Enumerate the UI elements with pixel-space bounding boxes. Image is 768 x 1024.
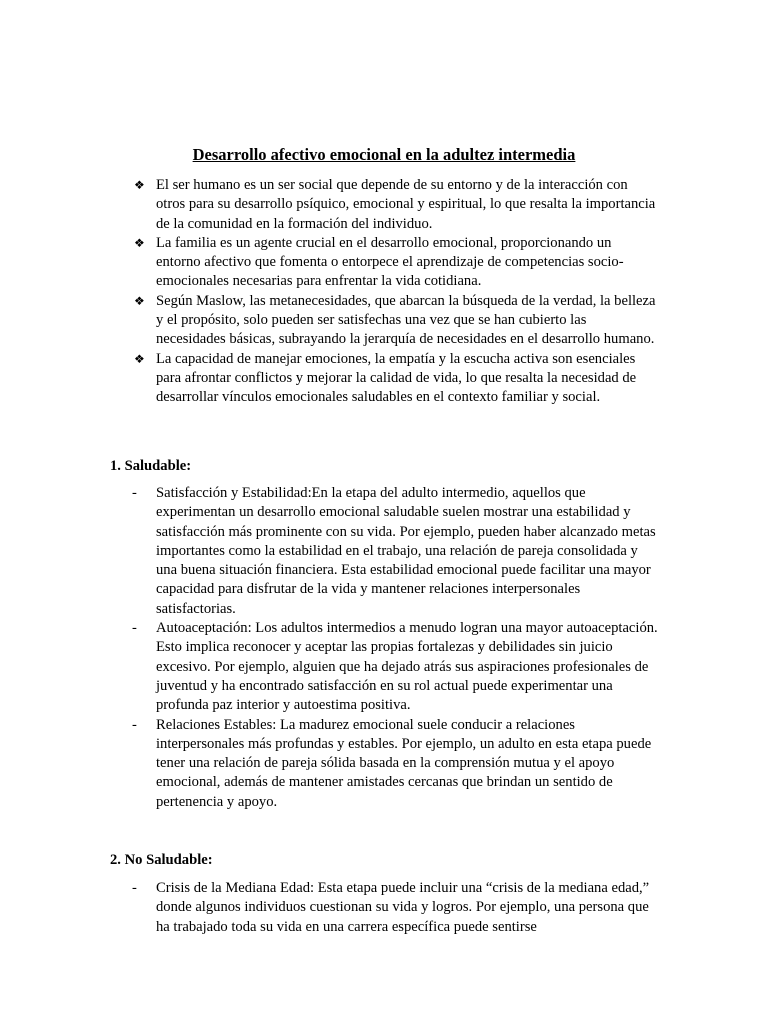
summary-bullet-list <box>110 176 658 408</box>
item-text: Relaciones Estables: La madurez emocional suele conducir a relaciones interpersonales más profundas y estables. Por ejemplo, un adulto en esta etapa puede tener una relación de pareja sólida basada en la comprensión mutua y el apoyo emocional, además de mantener amistades cercanas que brindan un sentido de pertenencia y apoyo. <box>156 716 652 810</box>
item-text: Autoaceptación: Los adultos intermedios a menudo logran una mayor autoaceptación. Esto implica reconocer y aceptar las propias fortalezas y debilidades sin juicio excesivo. Por ejemplo, alguien que ha dejado atrás sus aspiraciones profesionales de juventud y ha encontrado satisfacción en su rol actual puede experimentar una profunda paz interior y autoestima positiva. <box>156 620 658 714</box>
list-item <box>110 292 658 350</box>
diamond-bullet-icon: ❖ <box>134 235 145 250</box>
bullet-text: El ser humano es un ser social que depende de su entorno y de la interacción con otros para su desarrollo psíquico, emocional y espiritual, lo que resalta la importancia de la comunidad en la formación del individuo. <box>156 177 656 232</box>
no-saludable-item-list <box>110 879 658 937</box>
list-item <box>110 176 658 234</box>
saludable-item-list <box>110 484 658 812</box>
list-item <box>110 619 658 715</box>
bullet-text: La capacidad de manejar emociones, la empatía y la escucha activa son esenciales para afrontar conflictos y mejorar la calidad de vida, lo que resalta la necesidad de desarrollar vínculos emocionales saludables en el contexto familiar y social. <box>156 350 637 406</box>
dash-bullet-icon: - <box>132 880 137 896</box>
list-item <box>110 879 658 937</box>
list-item <box>110 716 658 812</box>
dash-bullet-icon: - <box>132 485 137 501</box>
list-item <box>110 484 658 619</box>
document-title: Desarrollo afectivo emocional en la adultez intermedia <box>192 145 576 164</box>
bullet-text: La familia es un agente crucial en el desarrollo emocional, proporcionando un entorno afectivo que fomenta o entorpece el aprendizaje de competencias socio-emocionales necesarias para enfrentar la vida cotidiana. <box>156 234 624 290</box>
list-item <box>110 234 658 292</box>
section-heading-saludable: 1. Saludable: <box>110 458 192 474</box>
dash-bullet-icon: - <box>132 716 137 733</box>
section-heading-no-saludable: 2. No Saludable: <box>110 852 213 868</box>
diamond-bullet-icon: ❖ <box>134 178 145 192</box>
dash-bullet-icon: - <box>132 620 137 637</box>
bullet-text: Según Maslow, las metanecesidades, que abarcan la búsqueda de la verdad, la belleza y el propósito, solo pueden ser satisfechas una vez que se han cubierto las necesidades básicas, subrayando la jerarquía de necesidades en el desarrollo humano. <box>156 292 656 348</box>
item-text: Satisfacción y Estabilidad:En la etapa del adulto intermedio, aquellos que experimentan un desarrollo emocional saludable suelen mostrar una estabilidad y satisfacción más prominente con su vida. Por ejemplo, pueden haber alcanzado metas importantes como la estabilidad en el trabajo, una relación de pareja consolidada y una buena situación financiera. Esta estabilidad emocional puede facilitar una mayor capacidad para disfrutar de la vida y mantener relaciones interpersonales satisfactorias. <box>156 485 656 617</box>
item-text: Crisis de la Mediana Edad: Esta etapa puede incluir una “crisis de la mediana edad,” donde algunos individuos cuestionan su vida y logros. Por ejemplo, una persona que ha trabajado toda su vida en una carrera específica puede sentirse <box>156 880 650 935</box>
diamond-bullet-icon: ❖ <box>134 351 145 366</box>
list-item <box>110 350 658 408</box>
diamond-bullet-icon: ❖ <box>134 293 145 308</box>
